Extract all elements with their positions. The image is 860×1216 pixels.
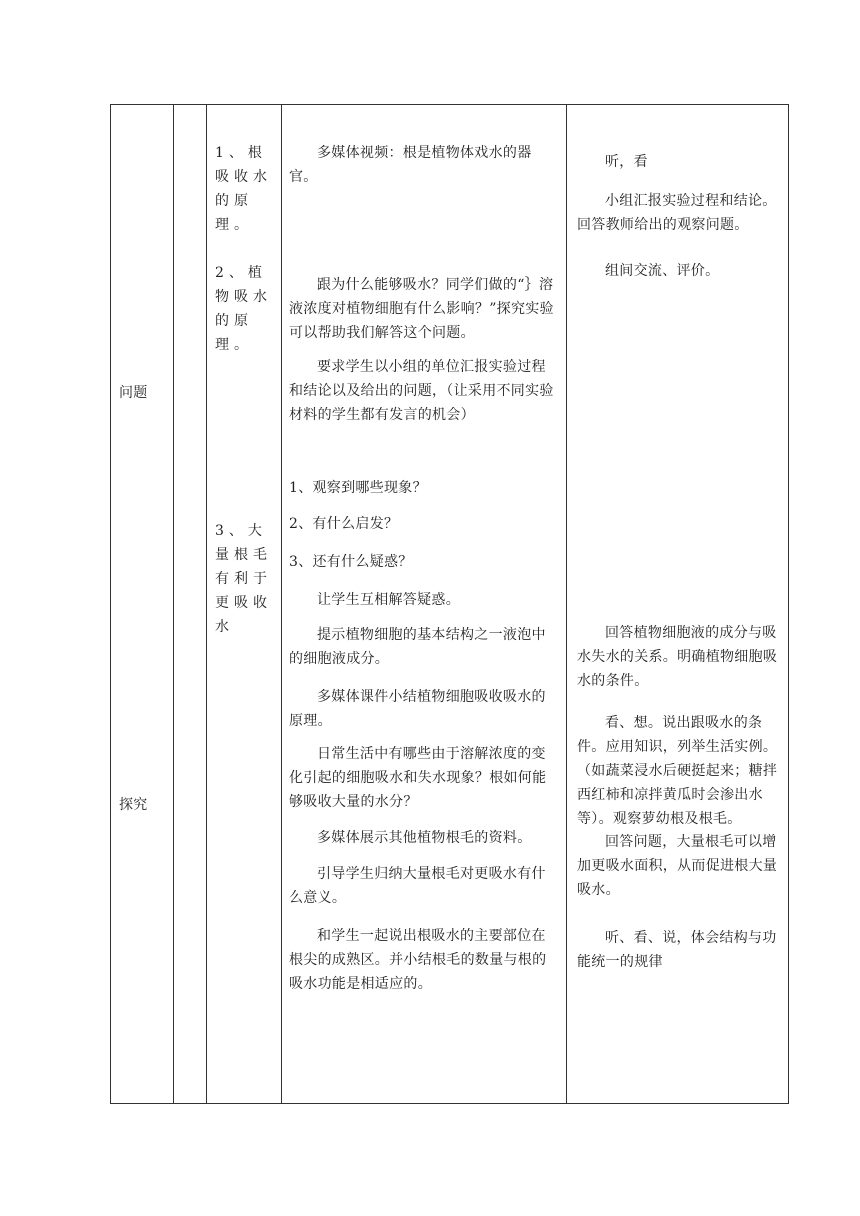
student-activity-4: 回答植物细胞液的成分与吸水失水的关系。明确植物细胞吸水的条件。 xyxy=(577,625,778,689)
topic-3: 3、大量根毛有利于更吸收水 xyxy=(215,523,272,635)
stage-label-wenti: 问题 xyxy=(119,385,148,401)
teacher-activity-8: 多媒体展示其他植物根毛的资料。 xyxy=(317,830,532,846)
student-activity-2: 小组汇报实验过程和结论。回答教师给出的观察问题。 xyxy=(577,193,777,233)
column-divider xyxy=(173,105,174,1103)
teacher-activity-6: 多媒体课件小结植物细胞吸收吸水的原理。 xyxy=(289,689,546,729)
teacher-activity-4: 让学生互相解答疑惑。 xyxy=(317,592,460,608)
teacher-activity-2: 跟为什么能够吸水？同学们做的“｝溶液浓度对植物细胞有什么影响？”探究实验可以帮助我们解答这个问题。 xyxy=(289,277,554,341)
teacher-activity-10: 和学生一起说出根吸水的主要部位在根尖的成熟区。并小结根毛的数量与根的吸水功能是相适应的。 xyxy=(289,928,547,992)
student-activity-7: 听、看、说，体会结构与功能统一的规律 xyxy=(577,930,777,970)
student-activity-5: 看、想。说出跟吸水的条件。应用知识，列举生活实例。（如蔬菜浸水后硬挺起来；糖拌西红柿和凉拌黄瓜时会渗出水等）。观察萝幼根及根毛。 xyxy=(577,715,778,827)
teacher-activity-3: 要求学生以小组的单位汇报实验过程和结论以及给出的问题，（让采用不同实验材料的学生都有发言的机会） xyxy=(289,359,554,423)
teacher-question-2: 2、有什么启发？ xyxy=(289,516,399,532)
student-activity-6: 回答问题，大量根毛可以增加更吸水面积，从而促进根大量吸水。 xyxy=(577,834,778,898)
teacher-question-1: 1、观察到哪些现象？ xyxy=(289,480,427,496)
column-divider xyxy=(206,105,207,1103)
stage-label-tanjiu: 探究 xyxy=(119,797,148,813)
column-divider xyxy=(566,105,567,1103)
student-activity-3: 组间交流、评价。 xyxy=(605,263,720,279)
topic-2: 2、植物吸水的原理。 xyxy=(215,265,272,353)
teacher-question-3: 3、还有什么疑惑？ xyxy=(289,554,413,570)
lesson-table xyxy=(110,104,789,1104)
teacher-activity-5: 提示植物细胞的基本结构之一液泡中的细胞液成分。 xyxy=(289,627,546,667)
column-divider xyxy=(281,105,282,1103)
student-activity-1: 听，看 xyxy=(605,154,648,170)
teacher-activity-7: 日常生活中有哪些由于溶解浓度的变化引起的细胞吸水和失水现象？根如何能够吸收大量的水分？ xyxy=(289,746,547,810)
teacher-activity-1: 多媒体视频：根是植物体戏水的器官。 xyxy=(289,145,532,185)
teacher-activity-9: 引导学生归纳大量根毛对更吸水有什么意义。 xyxy=(289,866,546,906)
topic-1: 1、根吸收水的原理。 xyxy=(215,145,272,233)
